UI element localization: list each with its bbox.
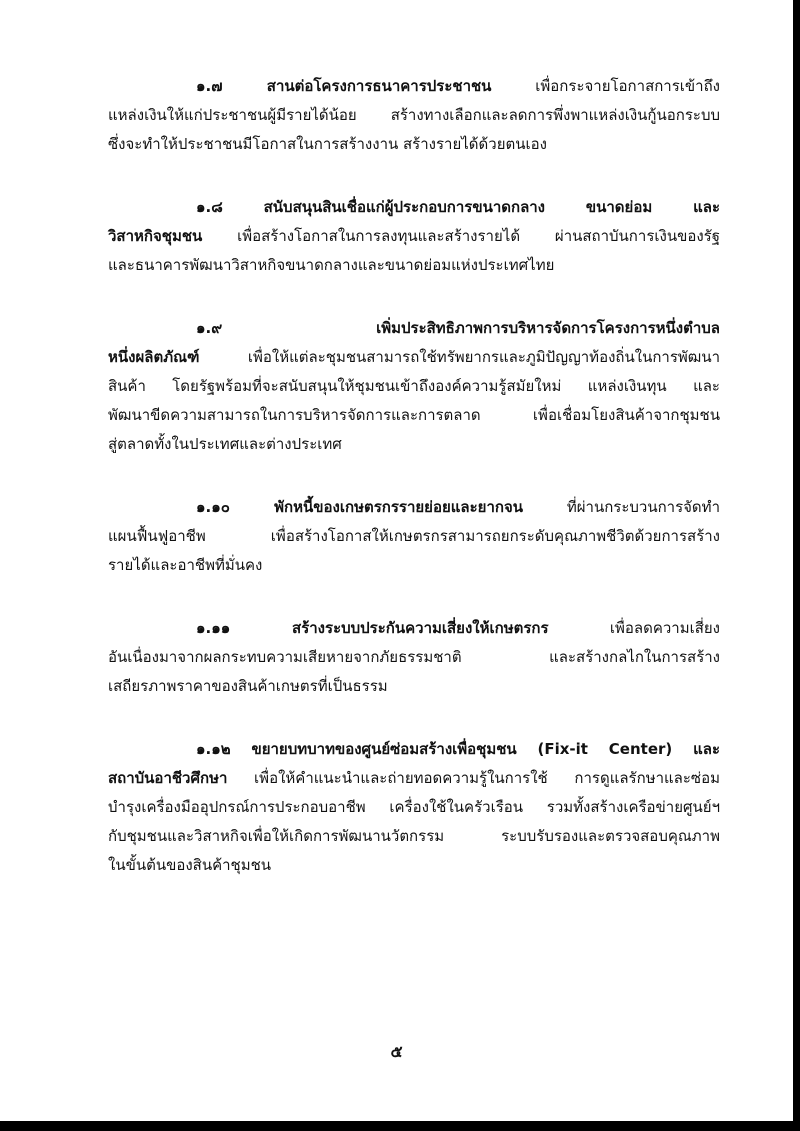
section-heading: ๑.๑๑ สร้างระบบประกันความเสี่ยงให้เกษตรกร xyxy=(196,619,549,637)
section-heading: ๑.๙ เพิ่มประสิทธิภาพการบริหารจัดการโครงการหนึ่งตำบล xyxy=(196,319,720,337)
section-6 xyxy=(108,735,720,880)
section-2 xyxy=(108,193,720,280)
section-3 xyxy=(108,314,720,459)
paragraph-line xyxy=(108,130,720,159)
body-text: เพื่อสร้างโอกาสในการลงทุนและสร้างรายได้ ผ่านสถาบันการเงินของรัฐ xyxy=(202,227,720,245)
paragraph-line xyxy=(108,72,720,101)
body-text: เสถียรภาพราคาของสินค้าเกษตรที่เป็นธรรม xyxy=(108,677,388,695)
body-text: พัฒนาขีดความสามารถในการบริหารจัดการและการตลาด เพื่อเชื่อมโยงสินค้าจากชุมชน xyxy=(108,406,720,424)
paragraph-line xyxy=(108,614,720,643)
body-text: บำรุงเครื่องมืออุปกรณ์การประกอบอาชีพ เครื่องใช้ในครัวเรือน รวมทั้งสร้างเครือข่ายศูนย์ฯ xyxy=(108,798,720,816)
section-heading: ๑.๗ สานต่อโครงการธนาคารประชาชน xyxy=(196,77,492,95)
section-heading: ๑.๑๒ ขยายบทบาทของศูนย์ซ่อมสร้างเพื่อชุมชน (Fix-it Center) และ xyxy=(196,740,720,758)
paragraph-line xyxy=(108,643,720,672)
body-text: ในขั้นต้นของสินค้าชุมชน xyxy=(108,856,272,874)
paragraph-line xyxy=(108,851,720,880)
body-text: อันเนื่องมาจากผลกระทบความเสียหายจากภัยธรรมชาติ และสร้างกลไกในการสร้าง xyxy=(108,648,720,666)
page-number: ๕ xyxy=(390,1042,403,1061)
body-text: ที่ผ่านกระบวนการจัดทำ xyxy=(523,498,720,516)
section-heading-continued: สถาบันอาชีวศึกษา xyxy=(108,769,228,787)
paragraph-line xyxy=(108,193,720,222)
section-heading-continued: หนึ่งผลิตภัณฑ์ xyxy=(108,348,200,366)
body-text: แผนฟื้นฟูอาชีพ เพื่อสร้างโอกาสให้เกษตรกรสามารถยกระดับคุณภาพชีวิตด้วยการสร้าง xyxy=(108,527,720,545)
body-text: เพื่อให้แต่ละชุมชนสามารถใช้ทรัพยากรและภูมิปัญญาท้องถิ่นในการพัฒนา xyxy=(199,348,720,366)
paragraph-line xyxy=(108,493,720,522)
body-text: เพื่อให้คำแนะนำและถ่ายทอดความรู้ในการใช้ การดูแลรักษาและซ่อม xyxy=(227,769,720,787)
scan-edge-bottom xyxy=(0,1121,800,1131)
section-5 xyxy=(108,614,720,701)
paragraph-line xyxy=(108,764,720,793)
body-text: เพื่อลดความเสี่ยง xyxy=(548,619,720,637)
paragraph-line xyxy=(108,401,720,430)
section-1 xyxy=(108,72,720,159)
body-text: ซึ่งจะทำให้ประชาชนมีโอกาสในการสร้างงาน สร้างรายได้ด้วยตนเอง xyxy=(108,135,547,153)
section-heading: ๑.๑๐ พักหนี้ของเกษตรกรรายย่อยและยากจน xyxy=(196,498,524,516)
paragraph-line xyxy=(108,343,720,372)
body-text: แหล่งเงินให้แก่ประชาชนผู้มีรายได้น้อย สร้างทางเลือกและลดการพึ่งพาแหล่งเงินกู้นอกระบบ xyxy=(108,106,720,124)
paragraph-line xyxy=(108,793,720,822)
paragraph-line xyxy=(108,222,720,251)
paragraph-line xyxy=(108,522,720,551)
section-heading: ๑.๘ สนับสนุนสินเชื่อแก่ผู้ประกอบการขนาดกลาง ขนาดย่อม และ xyxy=(196,198,720,216)
body-text: สินค้า โดยรัฐพร้อมที่จะสนับสนุนให้ชุมชนเข้าถึงองค์ความรู้สมัยใหม่ แหล่งเงินทุน และ xyxy=(108,377,720,395)
paragraph-line xyxy=(108,735,720,764)
paragraph-line xyxy=(108,372,720,401)
paragraph-line xyxy=(108,314,720,343)
body-text: และธนาคารพัฒนาวิสาหกิจขนาดกลางและขนาดย่อมแห่งประเทศไทย xyxy=(108,256,555,274)
body-text: เพื่อกระจายโอกาสการเข้าถึง xyxy=(491,77,720,95)
body-text: สู่ตลาดทั้งในประเทศและต่างประเทศ xyxy=(108,435,342,453)
body-text: กับชุมชนและวิสาหกิจเพื่อให้เกิดการพัฒนานวัตกรรม ระบบรับรองและตรวจสอบคุณภาพ xyxy=(108,827,720,845)
document-body xyxy=(108,72,720,914)
body-text: รายได้และอาชีพที่มั่นคง xyxy=(108,556,263,574)
paragraph-line xyxy=(108,101,720,130)
paragraph-line xyxy=(108,551,720,580)
paragraph-line xyxy=(108,251,720,280)
scan-edge-right xyxy=(793,0,800,1131)
paragraph-line xyxy=(108,822,720,851)
paragraph-line xyxy=(108,430,720,459)
paragraph-line xyxy=(108,672,720,701)
section-heading-continued: วิสาหกิจชุมชน xyxy=(108,227,203,245)
section-4 xyxy=(108,493,720,580)
